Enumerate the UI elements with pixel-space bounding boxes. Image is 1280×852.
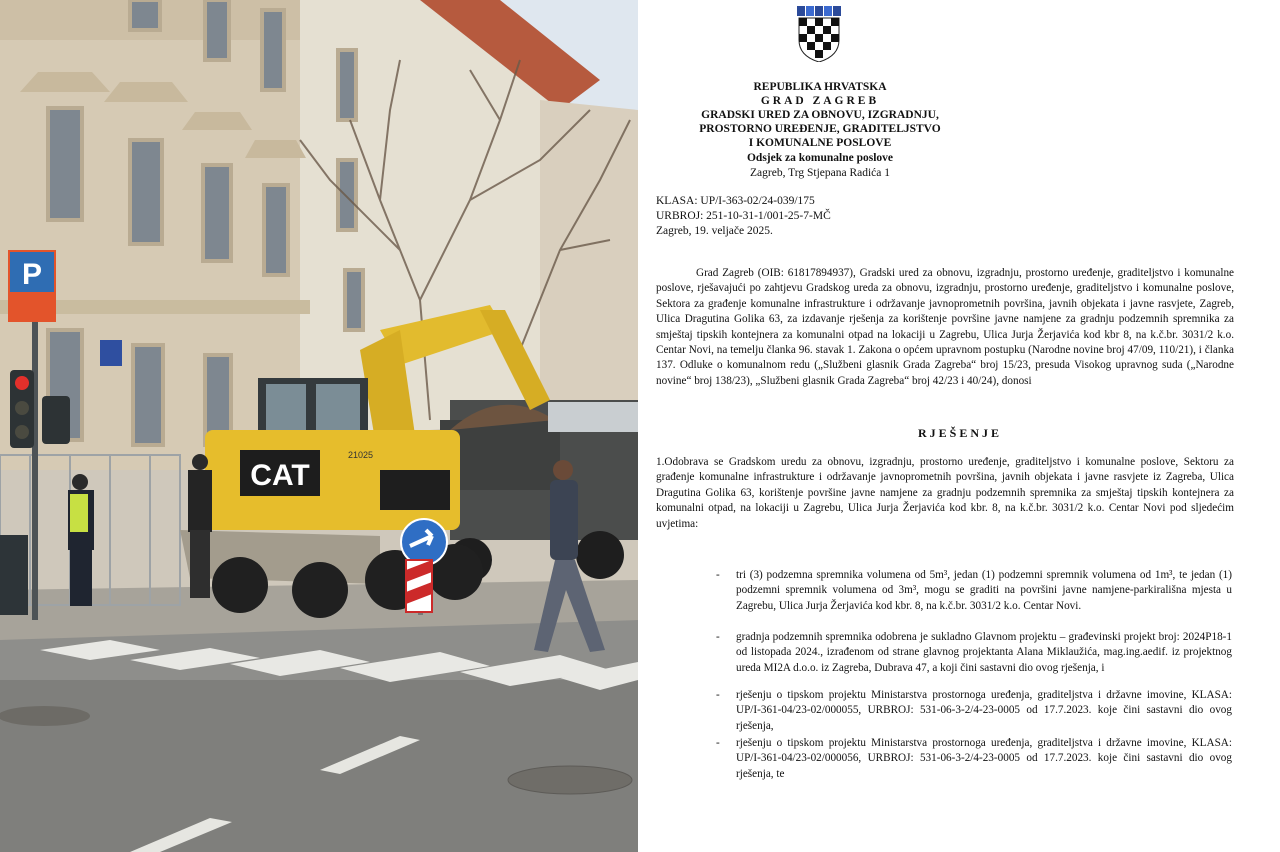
worker-standing (188, 454, 212, 598)
croatian-coat-of-arms-icon (796, 6, 842, 62)
header-city: GRAD ZAGREB (760, 95, 880, 107)
header-office-line2: PROSTORNO UREĐENJE, GRADITELJSTVO (699, 123, 941, 135)
intro-paragraph: Grad Zagreb (OIB: 61817894937), Gradski ured za obnovu, izgradnju, prostorno uređenje, graditeljstvo i komunalne poslove, rješavajući po zahtjevu Gradskog ureda za obnovu, izgradnju, prostorno uređenje, graditeljstvo i komunalne poslove, Sektora za građenje komunalne infrastrukture i održavanje javnoprometnih površina, javnih objekata i javne rasvjete, Zagreb, Ulica Dragutina Golika 63, za izdavanje rješenja za korištenje površine javne namjene za gradnju podzemnih spremnika za smještaj tipskih kontejnera za komunalni otpad na lokaciji u Zagrebu, Ulica Jurja Žerjavića kod kbr 8, na k.č.br. 3031/2 k.o. Centar Novi, na temelju članka 96. stavak 1. Zakona o općem upravnom postupku (Narodne novine broj 47/09, 110/21), i članka 137. Odluke o komunalnom redu („Službeni glasnik Grada Zagreba“ broj 15/23, presuda Visokog upravnog suda („Narodne novine“ broj 138/23), „Službeni glasnik Grada Zagreba“ broj 42/23 i 40/24), donosi (656, 267, 1234, 387)
header-address: Zagreb, Trg Stjepana Radića 1 (750, 167, 890, 179)
klasa: KLASA: UP/I-363-02/24-039/175 (656, 195, 815, 207)
list-item: - tri (3) podzemna spremnika volumena od 5m³, jedan (1) podzemni spremnik volumena od 1m³, te jedan (1) podzemni spremnik volumena od 3m³, mogu se graditi na površini javne namjene-parkirališna mjesta u Zagrebu, Ulica Jurja Žerjavića kod kbr. 8, na k.č.br. 3031/2 k.o. Centar Novi. (716, 569, 1232, 612)
trash-bin (0, 535, 28, 615)
header-department: Odsjek za komunalne poslove (746, 152, 893, 164)
traffic-light-pole (32, 290, 38, 620)
police-officer (68, 474, 94, 606)
excavator-model: 21025 (348, 450, 374, 460)
list-item: - rješenju o tipskom projektu Ministarstva prostornoga uređenja, graditeljstva i državne imovine, KLASA: UP/I-361-04/23-02/000056, URBROJ: 531-06-3-2/4-23-0005 od 17.7.2023. koje čini sastavni dio ovog rješenja, te (716, 737, 1232, 780)
header-office-line3: I KOMUNALNE POSLOVE (748, 137, 892, 149)
document-page (640, 0, 1280, 852)
list-item: - gradnja podzemnih spremnika odobrena je sukladno Glavnom projektu – građevinski projekt broj: 2024P18-1 od listopada 2024., izrađenom od strane glavnog projektanta Alana Miklaužića, mag.ing.aedif. iz projektnog ureda MI2A d.o.o. iz Zagreba, Dubrava 47, a koji čini sastavni dio ovog rješenja, i (716, 631, 1232, 674)
urbroj: URBROJ: 251-10-31-1/001-25-7-MČ (656, 210, 831, 222)
header-office-line1: GRADSKI URED ZA OBNOVU, IZGRADNJU, (701, 109, 939, 121)
street-photo (0, 0, 638, 852)
document-date: Zagreb, 19. veljače 2025. (656, 225, 773, 237)
decision-title: RJEŠENJE (917, 426, 1003, 440)
direction-sign (401, 519, 447, 565)
point-1: 1.Odobrava se Gradskom uredu za obnovu, izgradnju, prostorno uređenje, graditeljstvo i komunalne poslove, Sektoru za građenje komunalne infrastrukture i održavanje javnoprometnih površina, javnih objekata i javne rasvjete iz Zagreba, Ulica Dragutina Golika 63, korištenje površine javne namjene za gradnju podzemnih spremnika za smještaj tipskih kontejnera za komunalni otpad, na lokaciji u Zagrebu, Ulica Jurja Žerjavića kod kbr. 8, na k.č.br. 3031/2 k.o. Centar Novi pod sljedećim uvjetima: (656, 456, 1234, 530)
header-republic: REPUBLIKA HRVATSKA (753, 81, 887, 93)
list-item: - rješenju o tipskom projektu Ministarstva prostornoga uređenja, graditeljstva i državne imovine, KLASA: UP/I-361-04/23-02/000055, URBROJ: 531-06-3-2/4-23-0005 od 17.7.2023. koje čini sastavni dio ovog rješenja, (716, 689, 1232, 732)
excavator-brand: CAT (250, 459, 310, 492)
parking-sign-letter: P (21, 258, 43, 291)
